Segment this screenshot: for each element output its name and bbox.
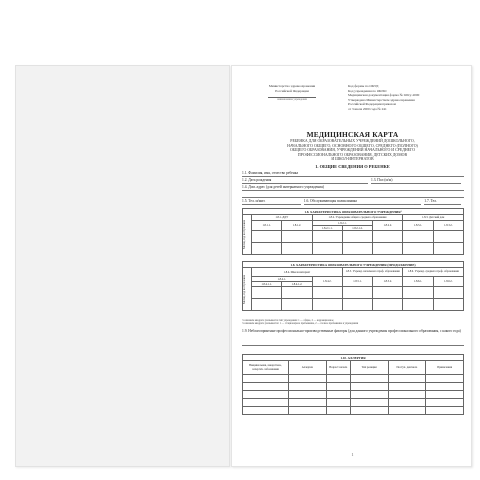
approved-by: Утверждена Министерством здравоохранения bbox=[348, 97, 415, 102]
table-cell[interactable] bbox=[350, 407, 388, 415]
table-cell[interactable] bbox=[350, 391, 388, 399]
table-cell[interactable] bbox=[326, 399, 350, 407]
field-name-label: 1.1. Фамилия, имя, отчество ребенка bbox=[242, 171, 299, 175]
header-right bbox=[348, 84, 466, 112]
table-cell[interactable] bbox=[388, 407, 426, 415]
table-cell[interactable] bbox=[289, 407, 327, 415]
table-cell[interactable] bbox=[403, 243, 433, 255]
allergy-col-header: Вакцинальная, лекарствен., аллергич. заболевания bbox=[243, 361, 289, 375]
table-code: 1.8.5.2. bbox=[373, 277, 403, 287]
table-code: 1.8.5.1. bbox=[342, 277, 372, 287]
table-cell[interactable] bbox=[342, 299, 372, 311]
table-cell[interactable] bbox=[373, 231, 403, 243]
table-group: 1.8.1. ДДУ bbox=[252, 215, 313, 221]
table-cell[interactable] bbox=[312, 299, 342, 311]
table-cell[interactable] bbox=[342, 287, 372, 299]
table-cell[interactable] bbox=[282, 243, 312, 255]
order-date: от 3 июля 2000 года № 241 bbox=[348, 106, 387, 111]
table-cell[interactable] bbox=[243, 391, 289, 399]
table-allergy-caption: 1.10. АЛЛЕРГИЯ bbox=[243, 355, 464, 361]
institution-caption: наименование учреждения bbox=[277, 98, 307, 102]
table-code: 1.8.2.1. bbox=[312, 221, 373, 226]
subtitle-line: ПРОФЕССИОНАЛЬНОГО ОБРАЗОВАНИЯ, ДЕТСКИХ ДОМОВ bbox=[297, 152, 408, 157]
table-group: 1.8.6. Учрежд. среднего проф. образования bbox=[403, 268, 464, 277]
table-cell[interactable] bbox=[433, 243, 463, 255]
table-side-label: Месяц, год поступления bbox=[243, 274, 247, 304]
order-text: Российской Федерации приказом bbox=[348, 102, 396, 107]
table-group: 1.8.2. Учреждение общего среднего образования bbox=[312, 215, 403, 221]
table-cell[interactable] bbox=[350, 375, 388, 383]
table-cell[interactable] bbox=[312, 231, 342, 243]
table-cell[interactable] bbox=[403, 231, 433, 243]
table-1-8 bbox=[242, 208, 464, 255]
table-cell[interactable] bbox=[373, 287, 403, 299]
table-cell[interactable] bbox=[350, 399, 388, 407]
table-cell[interactable] bbox=[426, 407, 464, 415]
table-1-8-cont bbox=[242, 261, 464, 311]
document-title: МЕДИЦИНСКАЯ КАРТА bbox=[306, 130, 399, 139]
subtitle-line: РЕБЕНКА ДЛЯ ОБРАЗОВАТЕЛЬНЫХ УЧРЕЖДЕНИЙ ДОШКОЛЬНОГО, bbox=[290, 139, 415, 143]
table-cell[interactable] bbox=[426, 399, 464, 407]
table-1-8-cont-caption: 1.8. ХАРАКТЕРИСТИКА ОБРАЗОВАТЕЛЬНОГО УЧРЕЖДЕНИЯ (ПРОДОЛЖЕНИЕ) bbox=[243, 262, 464, 268]
table-code: 1.8.2.2. bbox=[373, 221, 403, 231]
table-cell[interactable] bbox=[252, 287, 282, 299]
table-cell[interactable] bbox=[243, 383, 289, 391]
table-allergy bbox=[242, 354, 464, 415]
table-cell[interactable] bbox=[403, 299, 433, 311]
table-cell[interactable] bbox=[289, 383, 327, 391]
federation-text: Российской Федерации bbox=[275, 88, 309, 93]
table-cell[interactable] bbox=[342, 231, 372, 243]
table-code: 1.8.4.1. bbox=[252, 277, 313, 282]
allergy-col-header: Возраст начала bbox=[326, 361, 350, 375]
table-cell[interactable] bbox=[243, 375, 289, 383]
table-code: 1.8.2.1.1. bbox=[312, 226, 342, 231]
table-cell[interactable] bbox=[433, 287, 463, 299]
table-cell[interactable] bbox=[433, 299, 463, 311]
section1-heading: 1. ОБЩИЕ СВЕДЕНИЯ О РЕБЕНКЕ bbox=[315, 164, 390, 169]
table-cell[interactable] bbox=[243, 407, 289, 415]
field-1-9-line[interactable] bbox=[242, 340, 464, 346]
field-1-9-label: 1.9. Неблагоприятные профессионально-производственные факторы (для данного учреждения профессионального образования, с какого года) bbox=[242, 329, 461, 333]
field-address-cont[interactable] bbox=[242, 192, 464, 198]
table-cell[interactable] bbox=[388, 399, 426, 407]
field-row-birth-sex bbox=[242, 178, 464, 184]
field-home-phone[interactable]: 1.5. Тел. м/жит. bbox=[242, 199, 301, 205]
allergy-col-header: Аллерген bbox=[289, 361, 327, 375]
table-code: 1.8.6.1. bbox=[403, 277, 433, 287]
table-cell[interactable] bbox=[388, 375, 426, 383]
table-cell[interactable] bbox=[289, 375, 327, 383]
allergy-col-header: Поступ. диагноза bbox=[388, 361, 426, 375]
table-cell[interactable] bbox=[252, 299, 282, 311]
footnote: ² в нижнем квадрате указывается: 1 — стационарное пребывание, 2 — полное пребывание в учреждении bbox=[242, 322, 359, 326]
table-cell[interactable] bbox=[433, 231, 463, 243]
page-number: 1 bbox=[351, 452, 354, 457]
table-code: 1.8.6.2. bbox=[433, 277, 463, 287]
field-name[interactable] bbox=[242, 171, 464, 177]
table-cell[interactable] bbox=[426, 383, 464, 391]
table-cell[interactable] bbox=[426, 375, 464, 383]
form-number: Медицинская документация форма № 026/у-2000 bbox=[348, 93, 420, 98]
table-side-cell bbox=[243, 268, 252, 311]
subtitle-line: НАЧАЛЬНОГО ОБЩЕГО, ОСНОВНОГО ОБЩЕГО, СРЕДНЕГО (ПОЛНОГО) bbox=[287, 143, 418, 148]
table-cell[interactable] bbox=[326, 391, 350, 399]
table-code: 1.8.1.2. bbox=[282, 221, 312, 231]
table-cell[interactable] bbox=[326, 375, 350, 383]
table-cell[interactable] bbox=[252, 231, 282, 243]
field-address[interactable] bbox=[242, 185, 464, 191]
subtitle-line: ОБЩЕГО ОБРАЗОВАНИЯ, УЧРЕЖДЕНИЙ НАЧАЛЬНОГО И СРЕДНЕГО bbox=[289, 148, 416, 153]
table-cell[interactable] bbox=[373, 299, 403, 311]
okud-code: Код формы по ОКУД bbox=[348, 84, 379, 88]
table-group: 1.8.5. Учрежд. начального проф. образования bbox=[342, 268, 403, 277]
table-cell[interactable] bbox=[252, 243, 282, 255]
table-code: 1.8.4.1.2. bbox=[282, 282, 312, 287]
table-cell[interactable] bbox=[282, 299, 312, 311]
field-clinic[interactable]: 1.6. Обслуживающая поликлиника bbox=[304, 199, 422, 205]
table-cell[interactable] bbox=[312, 243, 342, 255]
header-left bbox=[262, 84, 322, 102]
table-cell[interactable] bbox=[326, 383, 350, 391]
okpo-code: Код учреждения по ОКПО bbox=[348, 88, 387, 93]
form-page bbox=[231, 65, 472, 467]
table-code: 1.8.4.1.1. bbox=[252, 282, 282, 287]
field-birthdate[interactable]: 1.2. Дата рождения bbox=[242, 178, 368, 184]
table-cell[interactable] bbox=[342, 243, 372, 255]
table-cell[interactable] bbox=[312, 287, 342, 299]
field-address-label: 1.4. Дом. адрес (для детей интернатного учреждения) bbox=[242, 185, 324, 189]
table-group: 1.8.4. Школа интернат bbox=[252, 268, 343, 277]
table-cell[interactable] bbox=[282, 287, 312, 299]
table-cell[interactable] bbox=[282, 231, 312, 243]
table-side-cell bbox=[243, 215, 252, 255]
table-cell[interactable] bbox=[426, 391, 464, 399]
table-code: 1.8.1.1. bbox=[252, 221, 282, 231]
table-cell[interactable] bbox=[373, 243, 403, 255]
allergy-col-header: Тип реакции bbox=[350, 361, 388, 375]
table-code: 1.8.3.1. bbox=[403, 221, 433, 231]
table-1-8-caption: 1.8. ХАРАКТЕРИСТИКА ОБРАЗОВАТЕЛЬНОГО УЧРЕЖДЕНИЯ¹ bbox=[243, 209, 464, 215]
subtitle-line: И ШКОЛ-ИНТЕРНАТОВ bbox=[331, 157, 374, 162]
field-phone[interactable]: 1.7. Тел. bbox=[424, 199, 461, 205]
table-group: 1.8.3. Детский дом bbox=[403, 215, 464, 221]
field-sex[interactable]: 1.3. Пол (м/ж) bbox=[371, 178, 461, 184]
left-blank-page bbox=[15, 65, 230, 467]
table-code: 1.8.2.1.2. bbox=[342, 226, 372, 231]
table-cell[interactable] bbox=[388, 391, 426, 399]
table-cell[interactable] bbox=[289, 399, 327, 407]
table-cell[interactable] bbox=[403, 287, 433, 299]
table-cell[interactable] bbox=[243, 399, 289, 407]
footnote: ¹ в нижнем квадрате указывается тип учреждения: 1 — общее, 2 — коррекционное bbox=[242, 319, 334, 322]
table-cell[interactable] bbox=[350, 383, 388, 391]
field-row-phone bbox=[242, 199, 464, 205]
document-subtitle bbox=[246, 139, 459, 162]
table-side-label: Месяц, год поступления bbox=[243, 220, 247, 249]
footnotes bbox=[242, 319, 464, 326]
ministry-text: Министерство здравоохранения bbox=[268, 84, 316, 88]
table-code: 1.8.3.2. bbox=[433, 221, 463, 231]
table-cell[interactable] bbox=[289, 391, 327, 399]
table-cell[interactable] bbox=[326, 407, 350, 415]
table-cell[interactable] bbox=[388, 383, 426, 391]
table-code: 1.8.4.2. bbox=[312, 277, 342, 287]
allergy-col-header: Примечания bbox=[426, 361, 464, 375]
